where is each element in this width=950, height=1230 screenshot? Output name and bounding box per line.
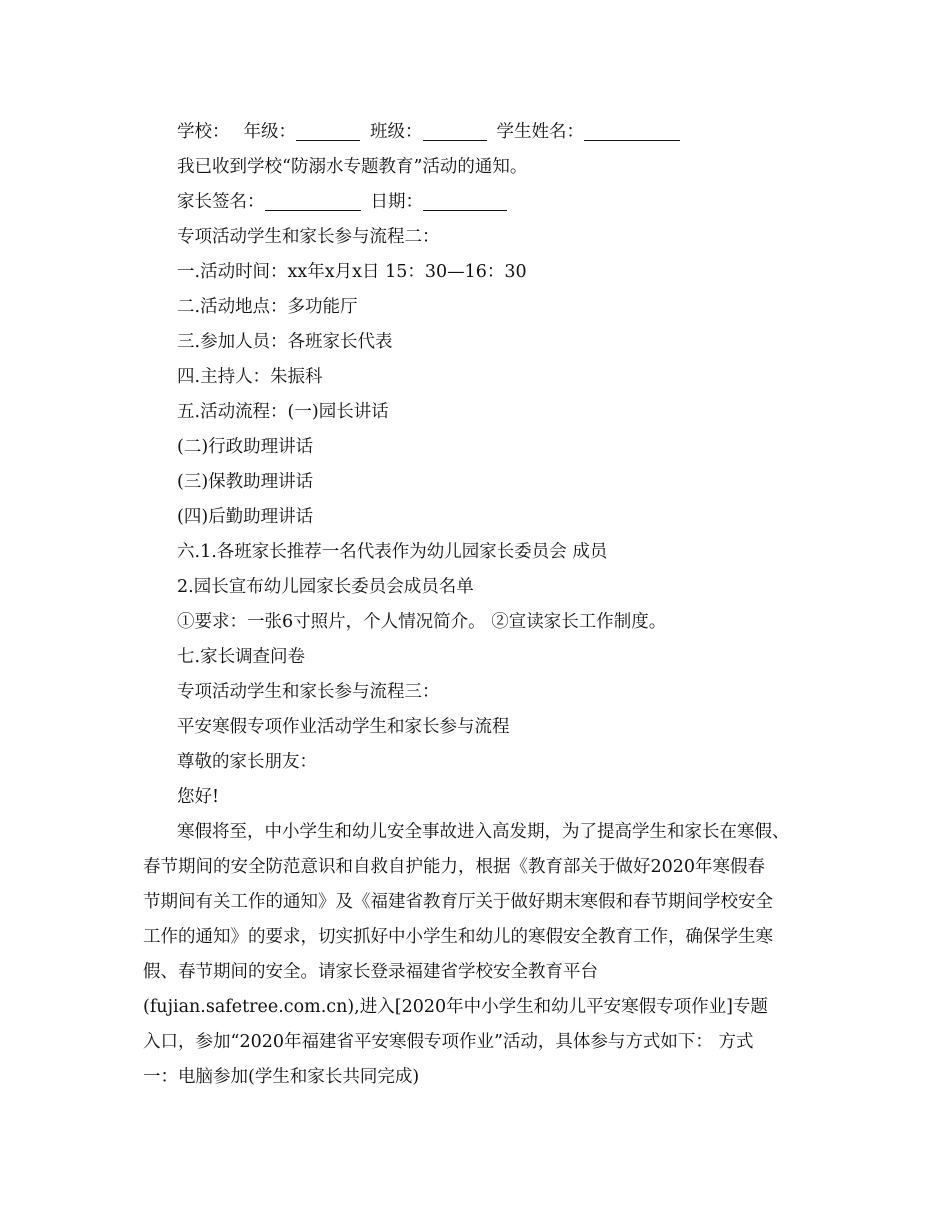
grade-blank[interactable] [296,122,360,141]
paragraph-line: 春节期间的安全防范意识和自救自护能力，根据《教育部关于做好2020年寒假春 [143,857,766,877]
class-blank[interactable] [423,122,487,141]
section2-item: 四.主持人：朱振科 [177,367,323,387]
parent-sign-blank[interactable] [265,192,361,211]
class-label: 班级： [370,122,423,142]
student-info-line [177,120,680,144]
receipt-statement: 我已收到学校“防溺水专题教育”活动的通知。 [177,157,528,177]
section2-item: (二)行政助理讲话 [177,437,314,457]
section2-item: 三.参加人员：各班家长代表 [177,332,393,352]
paragraph-line: 节期间有关工作的通知》及《福建省教育厅关于做好期末寒假和春节期间学校安全 [143,892,773,912]
section3-heading: 专项活动学生和家长参与流程三： [177,682,440,702]
section2-item: 六.1.各班家长推荐一名代表作为幼儿园家长委员会 成员 [177,542,608,562]
parent-sign-line [177,190,507,214]
paragraph-line: 工作的通知》的要求，切实抓好中小学生和幼儿的寒假安全教育工作，确保学生寒 [143,927,773,947]
student-name-blank[interactable] [584,122,680,141]
paragraph-line: 寒假将至，中小学生和幼儿安全事故进入高发期，为了提高学生和家长在寒假、 [177,822,790,842]
section2-item: (四)后勤助理讲话 [177,507,314,527]
date-label: 日期： [370,192,423,212]
school-label: 学校： [177,122,230,142]
paragraph-line: 假、春节期间的安全。请家长登录福建省学校安全教育平台 [143,962,598,982]
section2-item: 五.活动流程：(一)园长讲话 [177,402,389,422]
section2-item: 2.园长宣布幼儿园家长委员会成员名单 [177,577,474,597]
paragraph-line: 入口，参加“2020年福建省平安寒假专项作业”活动，具体参与方式如下： 方式 [143,1032,754,1052]
section2-item: 七.家长调查问卷 [177,647,306,667]
section2-item: 二.活动地点：多功能厅 [177,297,358,317]
date-blank[interactable] [423,192,507,211]
paragraph-line: 一：电脑参加(学生和家长共同完成) [143,1067,420,1087]
section2-item: (三)保教助理讲话 [177,472,314,492]
salutation: 尊敬的家长朋友： [177,752,317,772]
grade-label: 年级： [243,122,296,142]
student-name-label: 学生姓名： [496,122,584,142]
section2-heading: 专项活动学生和家长参与流程二： [177,227,440,247]
section2-item: ①要求：一张6寸照片，个人情况简介。 ②宣读家长工作制度。 [177,612,667,632]
section3-title: 平安寒假专项作业活动学生和家长参与流程 [177,717,510,737]
paragraph-line: (fujian.safetree.com.cn),进入[2020年中小学生和幼儿平安寒假专项作业]专题 [143,997,768,1017]
parent-sign-label: 家长签名： [177,192,265,212]
greeting: 您好! [177,787,220,807]
section2-item: 一.活动时间：xx年x月x日 15：30—16：30 [177,262,527,282]
